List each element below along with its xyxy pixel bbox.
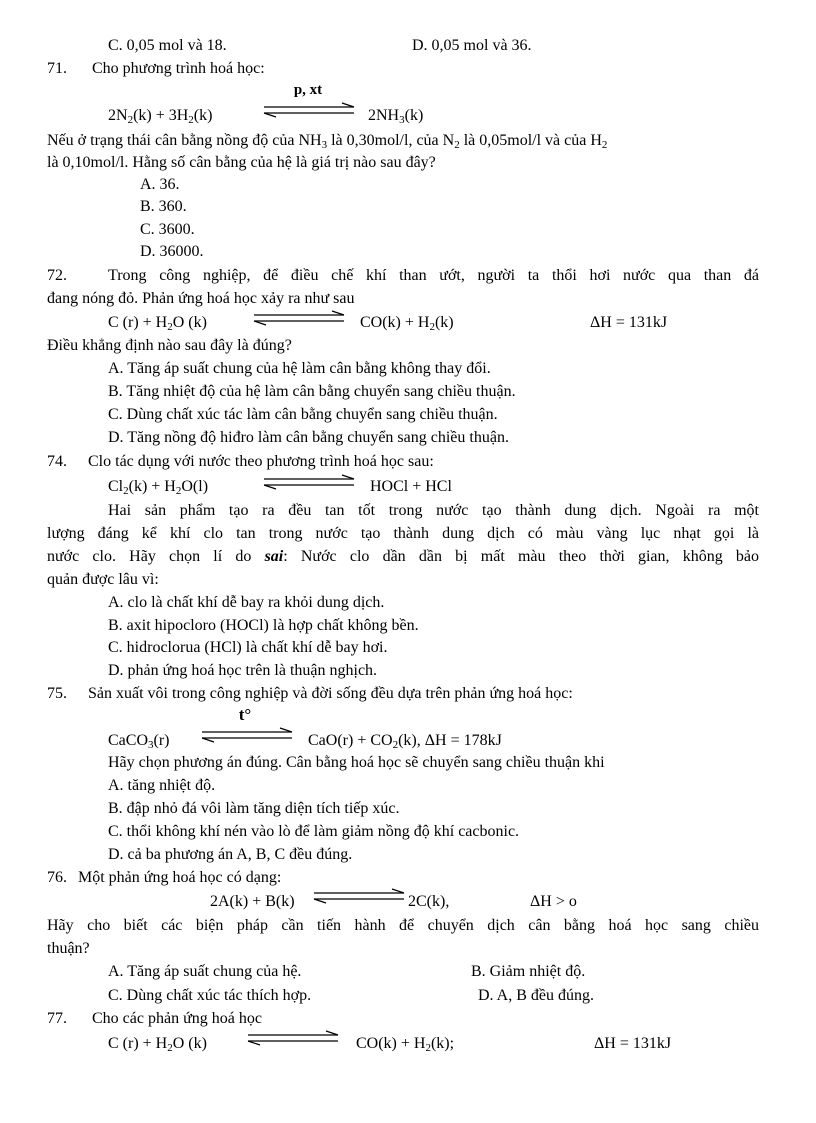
prev-option-d: D. 0,05 mol và 36. bbox=[412, 37, 532, 54]
q74-option-c: C. hidroclorua (HCl) là chất khí dễ bay hơi. bbox=[108, 639, 388, 656]
q72-text-line1: Trong công nghiệp, để điều chế khí than ướt, người ta thổi hơi nước qua than đá bbox=[108, 267, 759, 284]
q75-question: Hãy chọn phương án đúng. Cân bằng hoá học sẽ chuyển sang chiều thuận khi bbox=[108, 754, 605, 771]
q75-option-a: A. tăng nhiệt độ. bbox=[108, 777, 216, 794]
q77-reactants: C $(r) + H_2O$ (k) bbox=[108, 1035, 207, 1054]
equilibrium-arrow-icon bbox=[246, 1030, 340, 1046]
q72-option-c: C. Dùng chất xúc tác làm cân bằng chuyển sang chiều thuận. bbox=[108, 406, 498, 423]
q71-intro: Cho phương trình hoá học: bbox=[92, 60, 265, 77]
q72-reactants: C $(r) + H_2O$ (k) bbox=[108, 314, 207, 333]
q71-number: 71. bbox=[47, 60, 67, 77]
equilibrium-arrow-icon bbox=[262, 474, 356, 490]
q75-products: $CaO(r) + CO_2(k)$, ΔH = 178kJ bbox=[308, 732, 502, 751]
q71-option-b: B. 360. bbox=[140, 198, 187, 215]
q75-option-b: B. đập nhỏ đá vôi làm tăng diện tích tiếp xúc. bbox=[108, 800, 400, 817]
q71-reactants: $2N_2(k) + 3H_2(k)$ bbox=[108, 107, 213, 126]
q71-text-line1: Nếu ở trạng thái cân bằng nồng độ của $NH_3$ là 0,30mol/l, của $N_2$ là 0,05mol/l và của $H_2$ bbox=[47, 132, 608, 151]
equilibrium-arrow-icon bbox=[312, 888, 406, 904]
q72-option-b: B. Tăng nhiệt độ của hệ làm cân bằng chuyển sang chiều thuận. bbox=[108, 383, 516, 400]
equilibrium-arrow-icon bbox=[200, 727, 294, 743]
q77-number: 77. bbox=[47, 1010, 67, 1027]
q75-number: 75. bbox=[47, 685, 67, 702]
equilibrium-arrow-icon bbox=[252, 310, 346, 326]
q74-option-b: B. axit hipocloro (HOCl) là hợp chất không bền. bbox=[108, 617, 419, 634]
q76-option-d: D. A, B đều đúng. bbox=[478, 987, 594, 1004]
q71-products: $2NH_3(k)$ bbox=[368, 107, 424, 126]
q71-condition: p, xt bbox=[293, 82, 323, 98]
q76-enthalpy: ΔH > o bbox=[530, 893, 577, 910]
q76-option-b: B. Giảm nhiệt độ. bbox=[471, 963, 586, 980]
q74-paragraph-line4: quản được lâu vì: bbox=[47, 571, 159, 588]
q77-products: $CO(k) + H_2(k)$; bbox=[356, 1035, 455, 1054]
q77-enthalpy: ΔH = 131kJ bbox=[594, 1035, 672, 1052]
q71-option-d: D. 36000. bbox=[140, 243, 204, 260]
q74-option-d: D. phản ứng hoá học trên là thuận nghịch. bbox=[108, 662, 378, 679]
q75-reactants: CaCO$_3$(r) bbox=[108, 732, 170, 751]
q75-option-c: C. thổi không khí nén vào lò để làm giảm nồng độ khí cacbonic. bbox=[108, 823, 520, 840]
q71-text-line2: là 0,10mol/l. Hằng số cân bằng của hệ là giá trị nào sau đây? bbox=[47, 154, 436, 171]
q74-paragraph-line3: nước clo. Hãy chọn lí do sai: Nước clo dần dần bị mất màu theo thời gian, không bảo bbox=[47, 548, 759, 565]
q76-text-line2: thuận? bbox=[47, 940, 90, 957]
q74-number: 74. bbox=[47, 453, 67, 470]
q74-paragraph-line2: lượng đáng kể khí clo tan trong nước tạo thành dung dịch có màu vàng lục nhạt gọi là bbox=[47, 525, 759, 542]
q77-intro: Cho các phản ứng hoá học bbox=[92, 1010, 262, 1027]
q71-option-a: A. 36. bbox=[140, 176, 180, 193]
equilibrium-arrow-icon bbox=[262, 102, 356, 118]
q74-reactants: $Cl_2(k) + H_2O(l)$ bbox=[108, 478, 209, 497]
q76-text-line1: Hãy cho biết các biện pháp cần tiến hành để chuyển dịch cân bằng hoá học sang chiều bbox=[47, 917, 759, 934]
q74-paragraph-line1: Hai sản phẩm tạo ra đều tan tốt trong nước tạo thành dung dịch. Ngoài ra một bbox=[108, 502, 759, 519]
q76-number: 76. bbox=[47, 869, 67, 886]
q75-condition: t° bbox=[238, 705, 252, 724]
q71-option-c: C. 3600. bbox=[140, 221, 195, 238]
q74-intro: Clo tác dụng với nước theo phương trình hoá học sau: bbox=[88, 453, 434, 470]
q74-products: HOCl + HCl bbox=[370, 478, 452, 495]
q72-option-a: A. Tăng áp suất chung của hệ làm cân bằng không thay đổi. bbox=[108, 360, 491, 377]
q74-option-a: A. clo là chất khí dễ bay ra khỏi dung dịch. bbox=[108, 594, 385, 611]
q76-intro: Một phản ứng hoá học có dạng: bbox=[78, 869, 282, 886]
prev-option-c: C. 0,05 mol và 18. bbox=[108, 37, 227, 54]
q76-option-a: A. Tăng áp suất chung của hệ. bbox=[108, 963, 302, 980]
q75-intro: Sản xuất vôi trong công nghiệp và đời sống đều dựa trên phản ứng hoá học: bbox=[88, 685, 573, 702]
q76-reactants: 2A(k) + B(k) bbox=[210, 893, 295, 910]
q76-option-c: C. Dùng chất xúc tác thích hợp. bbox=[108, 987, 312, 1004]
q72-enthalpy: ΔH = 131kJ bbox=[590, 314, 668, 331]
q72-text-line2: đang nóng đỏ. Phản ứng hoá học xảy ra như sau bbox=[47, 290, 355, 307]
q75-option-d: D. cả ba phương án A, B, C đều đúng. bbox=[108, 846, 353, 863]
q72-question: Điều khẳng định nào sau đây là đúng? bbox=[47, 337, 292, 354]
q72-number: 72. bbox=[47, 267, 67, 284]
q72-option-d: D. Tăng nồng độ hiđro làm cân bằng chuyển sang chiều thuận. bbox=[108, 429, 509, 446]
q72-products: $CO(k) + H_2(k)$ bbox=[360, 314, 454, 333]
q76-products: 2C(k), bbox=[408, 893, 450, 910]
